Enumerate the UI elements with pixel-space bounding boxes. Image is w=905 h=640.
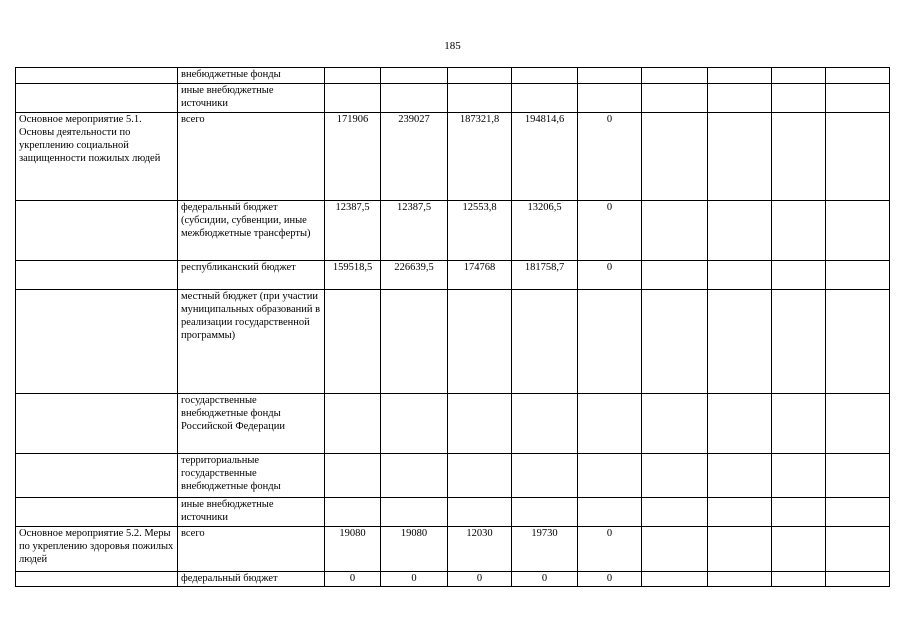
empty-cell [642, 572, 708, 587]
value-cell: 0 [512, 572, 578, 587]
empty-cell [826, 527, 890, 572]
value-cell [381, 84, 448, 113]
value-cell [578, 498, 642, 527]
measure-cell [16, 68, 178, 84]
empty-cell [708, 527, 772, 572]
funding-source-cell: территориальные государственные внебюджетные фонды [178, 454, 325, 498]
value-cell [512, 68, 578, 84]
funding-source-cell: федеральный бюджет (субсидии, субвенции, иные межбюджетные трансферты) [178, 201, 325, 261]
value-cell: 0 [325, 572, 381, 587]
value-cell [325, 454, 381, 498]
value-cell: 0 [578, 572, 642, 587]
empty-cell [708, 290, 772, 394]
value-cell [512, 394, 578, 454]
empty-cell [826, 84, 890, 113]
value-cell: 12553,8 [448, 201, 512, 261]
empty-cell [772, 84, 826, 113]
value-cell: 194814,6 [512, 113, 578, 201]
value-cell [578, 394, 642, 454]
table-row [16, 201, 890, 261]
empty-cell [708, 261, 772, 290]
empty-cell [642, 113, 708, 201]
funding-source-cell: государственные внебюджетные фонды Российской Федерации [178, 394, 325, 454]
empty-cell [642, 84, 708, 113]
empty-cell [708, 498, 772, 527]
value-cell [448, 68, 512, 84]
value-cell [381, 394, 448, 454]
empty-cell [772, 290, 826, 394]
value-cell: 0 [578, 201, 642, 261]
value-cell: 239027 [381, 113, 448, 201]
empty-cell [826, 261, 890, 290]
value-cell: 19080 [325, 527, 381, 572]
value-cell: 0 [578, 527, 642, 572]
funding-source-cell: иные внебюджетные источники [178, 498, 325, 527]
value-cell: 12387,5 [381, 201, 448, 261]
value-cell [578, 84, 642, 113]
empty-cell [826, 498, 890, 527]
value-cell [325, 394, 381, 454]
empty-cell [826, 290, 890, 394]
value-cell: 171906 [325, 113, 381, 201]
value-cell [448, 290, 512, 394]
value-cell [325, 498, 381, 527]
value-cell [381, 454, 448, 498]
table-row [16, 84, 890, 113]
empty-cell [708, 68, 772, 84]
empty-cell [642, 201, 708, 261]
value-cell: 0 [578, 261, 642, 290]
value-cell: 187321,8 [448, 113, 512, 201]
value-cell [512, 84, 578, 113]
measure-cell [16, 394, 178, 454]
value-cell [325, 84, 381, 113]
empty-cell [772, 113, 826, 201]
value-cell: 181758,7 [512, 261, 578, 290]
empty-cell [708, 201, 772, 261]
empty-cell [772, 261, 826, 290]
empty-cell [772, 394, 826, 454]
funding-source-cell: всего [178, 113, 325, 201]
value-cell [512, 498, 578, 527]
value-cell: 226639,5 [381, 261, 448, 290]
value-cell: 0 [578, 113, 642, 201]
empty-cell [826, 68, 890, 84]
empty-cell [772, 572, 826, 587]
empty-cell [642, 454, 708, 498]
value-cell [448, 84, 512, 113]
value-cell: 19730 [512, 527, 578, 572]
funding-source-cell: внебюджетные фонды [178, 68, 325, 84]
value-cell [512, 454, 578, 498]
empty-cell [642, 261, 708, 290]
value-cell [512, 290, 578, 394]
empty-cell [642, 498, 708, 527]
table-row [16, 527, 890, 572]
value-cell: 12030 [448, 527, 512, 572]
table-row [16, 498, 890, 527]
value-cell [381, 68, 448, 84]
empty-cell [708, 394, 772, 454]
measure-cell [16, 201, 178, 261]
funding-source-cell: республиканский бюджет [178, 261, 325, 290]
funding-source-cell: местный бюджет (при участии муниципальных образований в реализации государственной программы) [178, 290, 325, 394]
value-cell [325, 290, 381, 394]
funding-source-cell: иные внебюджетные источники [178, 84, 325, 113]
measure-cell: Основное мероприятие 5.2. Меры по укреплению здоровья пожилых людей [16, 527, 178, 572]
value-cell [381, 290, 448, 394]
value-cell: 19080 [381, 527, 448, 572]
value-cell [448, 454, 512, 498]
value-cell: 0 [381, 572, 448, 587]
empty-cell [708, 454, 772, 498]
empty-cell [642, 394, 708, 454]
value-cell [578, 68, 642, 84]
value-cell: 159518,5 [325, 261, 381, 290]
empty-cell [708, 84, 772, 113]
table-row [16, 394, 890, 454]
table-row [16, 261, 890, 290]
empty-cell [772, 498, 826, 527]
empty-cell [826, 394, 890, 454]
empty-cell [642, 527, 708, 572]
table-row [16, 113, 890, 201]
value-cell [578, 454, 642, 498]
value-cell [448, 394, 512, 454]
empty-cell [772, 68, 826, 84]
value-cell [381, 498, 448, 527]
empty-cell [826, 201, 890, 261]
measure-cell [16, 498, 178, 527]
empty-cell [708, 572, 772, 587]
funding-source-cell: всего [178, 527, 325, 572]
measure-cell [16, 84, 178, 113]
measure-cell [16, 261, 178, 290]
funding-source-cell: федеральный бюджет [178, 572, 325, 587]
empty-cell [772, 201, 826, 261]
measure-cell: Основное мероприятие 5.1. Основы деятельности по укреплению социальной защищенности пожилых людей [16, 113, 178, 201]
table-row [16, 68, 890, 84]
value-cell: 13206,5 [512, 201, 578, 261]
empty-cell [642, 290, 708, 394]
empty-cell [826, 572, 890, 587]
value-cell [325, 68, 381, 84]
empty-cell [826, 454, 890, 498]
value-cell: 0 [448, 572, 512, 587]
measure-cell [16, 572, 178, 587]
table-row [16, 572, 890, 587]
value-cell: 174768 [448, 261, 512, 290]
value-cell [448, 498, 512, 527]
value-cell [578, 290, 642, 394]
value-cell: 12387,5 [325, 201, 381, 261]
empty-cell [772, 527, 826, 572]
table-row [16, 290, 890, 394]
measure-cell [16, 454, 178, 498]
empty-cell [826, 113, 890, 201]
measure-cell [16, 290, 178, 394]
budget-table [15, 67, 890, 587]
table-row [16, 454, 890, 498]
empty-cell [772, 454, 826, 498]
empty-cell [708, 113, 772, 201]
empty-cell [642, 68, 708, 84]
page-number: 185 [444, 40, 461, 52]
